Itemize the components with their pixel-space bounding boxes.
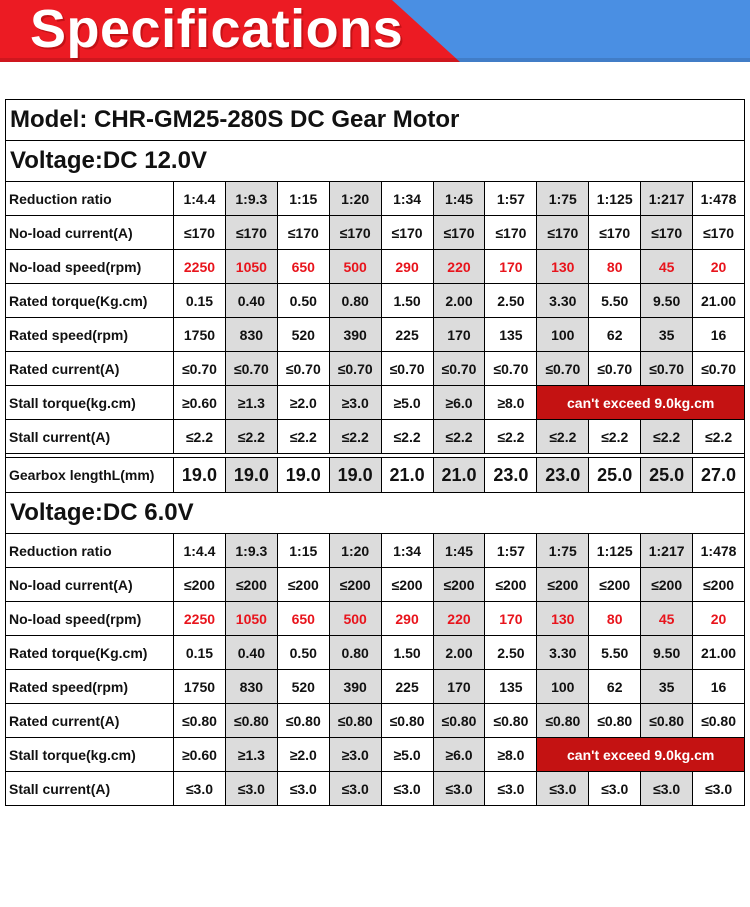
table-cell: 1:75	[537, 182, 589, 216]
table-cell: 1:217	[641, 182, 693, 216]
row-label: Rated speed(rpm)	[6, 670, 174, 704]
table-cell: 19.0	[225, 458, 277, 493]
table-cell: 19.0	[329, 458, 381, 493]
table-cell: 830	[225, 670, 277, 704]
row-label: Rated torque(Kg.cm)	[6, 636, 174, 670]
banner	[0, 0, 750, 62]
table-cell: 1050	[225, 250, 277, 284]
table-cell: ≤2.2	[225, 420, 277, 454]
table-cell: 19.0	[277, 458, 329, 493]
table-cell: 130	[537, 250, 589, 284]
table-cell: 0.40	[225, 284, 277, 318]
table-row	[6, 318, 745, 352]
table-cell: 290	[381, 250, 433, 284]
table-cell: 1750	[174, 318, 226, 352]
table-cell: 1:75	[537, 534, 589, 568]
table-cell: 135	[485, 318, 537, 352]
table-cell: ≤2.2	[277, 420, 329, 454]
table-cell: ≤3.0	[589, 772, 641, 806]
table-cell: ≥0.60	[174, 738, 226, 772]
table-cell: 1:20	[329, 182, 381, 216]
table-cell: ≤0.80	[174, 704, 226, 738]
table-cell: ≤200	[537, 568, 589, 602]
table-cell: 3.30	[537, 636, 589, 670]
table-cell: 5.50	[589, 636, 641, 670]
limit-note: can't exceed 9.0kg.cm	[537, 386, 745, 420]
table-cell: 1:57	[485, 182, 537, 216]
row-label: Gearbox lengthL(mm)	[6, 458, 174, 493]
table-row	[6, 704, 745, 738]
table-cell: ≤170	[537, 216, 589, 250]
spec-table	[5, 99, 745, 806]
table-cell: 170	[433, 670, 485, 704]
table-row	[6, 636, 745, 670]
table-cell: ≤200	[485, 568, 537, 602]
table-cell: ≤0.80	[381, 704, 433, 738]
table-cell: 21.00	[693, 284, 745, 318]
table-cell: ≤200	[277, 568, 329, 602]
table-cell: 220	[433, 250, 485, 284]
row-label: Rated torque(Kg.cm)	[6, 284, 174, 318]
table-cell: 1750	[174, 670, 226, 704]
table-cell: 2.00	[433, 284, 485, 318]
table-cell: 23.0	[537, 458, 589, 493]
row-label: Rated speed(rpm)	[6, 318, 174, 352]
table-cell: 2.00	[433, 636, 485, 670]
table-cell: ≤170	[433, 216, 485, 250]
table-cell: ≤200	[381, 568, 433, 602]
table-cell: ≤0.70	[693, 352, 745, 386]
table-cell: 1:4.4	[174, 534, 226, 568]
table-cell: 1:45	[433, 534, 485, 568]
table-cell: ≤0.80	[641, 704, 693, 738]
table-cell: 1:217	[641, 534, 693, 568]
table-cell: 5.50	[589, 284, 641, 318]
table-cell: 27.0	[693, 458, 745, 493]
row-label: Stall torque(kg.cm)	[6, 738, 174, 772]
table-cell: 1:15	[277, 534, 329, 568]
table-cell: ≤3.0	[641, 772, 693, 806]
table-cell: 21.0	[433, 458, 485, 493]
table-cell: ≤0.70	[381, 352, 433, 386]
table-cell: ≤0.80	[329, 704, 381, 738]
table-cell: 130	[537, 602, 589, 636]
row-label: Rated current(A)	[6, 704, 174, 738]
table-cell: ≥6.0	[433, 738, 485, 772]
table-cell: ≤3.0	[174, 772, 226, 806]
table-cell: 225	[381, 318, 433, 352]
limit-note: can't exceed 9.0kg.cm	[537, 738, 745, 772]
table-cell: 23.0	[485, 458, 537, 493]
row-label: No-load current(A)	[6, 568, 174, 602]
table-cell: 1:478	[693, 534, 745, 568]
table-cell: 45	[641, 602, 693, 636]
table-cell: ≤2.2	[433, 420, 485, 454]
table-cell: ≤200	[641, 568, 693, 602]
table-cell: 62	[589, 670, 641, 704]
table-cell: ≤0.70	[225, 352, 277, 386]
table-cell: ≤3.0	[537, 772, 589, 806]
table-cell: ≤0.70	[485, 352, 537, 386]
table-cell: ≤0.80	[277, 704, 329, 738]
row-label: No-load speed(rpm)	[6, 250, 174, 284]
table-cell: 0.40	[225, 636, 277, 670]
table-cell: 1:34	[381, 534, 433, 568]
table-cell: ≤3.0	[433, 772, 485, 806]
table-cell: 3.30	[537, 284, 589, 318]
table-cell: ≤170	[329, 216, 381, 250]
table-cell: ≤0.80	[693, 704, 745, 738]
table-row	[6, 182, 745, 216]
table-row	[6, 602, 745, 636]
table-cell: ≤0.80	[589, 704, 641, 738]
table-row	[6, 458, 745, 493]
table-cell: 0.15	[174, 636, 226, 670]
table-cell: ≤3.0	[485, 772, 537, 806]
table-cell: ≤3.0	[381, 772, 433, 806]
table-cell: ≥5.0	[381, 386, 433, 420]
table-cell: 170	[485, 602, 537, 636]
table-cell: 1.50	[381, 284, 433, 318]
table-row	[6, 216, 745, 250]
table-cell: 1:125	[589, 182, 641, 216]
table-cell: 1:57	[485, 534, 537, 568]
table-cell: ≥5.0	[381, 738, 433, 772]
table-cell: ≤0.70	[174, 352, 226, 386]
row-label: No-load current(A)	[6, 216, 174, 250]
table-row	[6, 250, 745, 284]
table-cell: ≥1.3	[225, 386, 277, 420]
table-cell: ≤170	[174, 216, 226, 250]
table-row	[6, 670, 745, 704]
voltage-heading-12v: Voltage:DC 12.0V	[6, 141, 745, 182]
row-label: Reduction ratio	[6, 182, 174, 216]
table-cell: 1:125	[589, 534, 641, 568]
table-cell: 19.0	[174, 458, 226, 493]
table-cell: 0.50	[277, 636, 329, 670]
table-cell: ≤3.0	[277, 772, 329, 806]
table-cell: 500	[329, 250, 381, 284]
table-cell: 290	[381, 602, 433, 636]
table-cell: 1:4.4	[174, 182, 226, 216]
table-cell: ≤0.70	[433, 352, 485, 386]
table-cell: ≤170	[589, 216, 641, 250]
table-cell: ≤3.0	[225, 772, 277, 806]
table-cell: 35	[641, 318, 693, 352]
table-cell: ≤170	[277, 216, 329, 250]
table-cell: ≤200	[693, 568, 745, 602]
table-cell: 9.50	[641, 284, 693, 318]
page-title: Specifications	[30, 0, 404, 59]
table-cell: ≥6.0	[433, 386, 485, 420]
table-row	[6, 772, 745, 806]
table-cell: ≤0.80	[485, 704, 537, 738]
table-cell: 500	[329, 602, 381, 636]
table-cell: 20	[693, 602, 745, 636]
table-cell: ≤200	[225, 568, 277, 602]
table-cell: ≤0.70	[537, 352, 589, 386]
table-row	[6, 352, 745, 386]
table-cell: 225	[381, 670, 433, 704]
table-cell: 16	[693, 318, 745, 352]
table-cell: 80	[589, 602, 641, 636]
table-cell: ≤2.2	[485, 420, 537, 454]
row-label: Stall current(A)	[6, 420, 174, 454]
table-cell: 35	[641, 670, 693, 704]
row-label: Rated current(A)	[6, 352, 174, 386]
table-cell: 1:9.3	[225, 534, 277, 568]
table-cell: 1:20	[329, 534, 381, 568]
table-cell: ≤2.2	[693, 420, 745, 454]
table-cell: ≤3.0	[329, 772, 381, 806]
table-cell: ≤2.2	[589, 420, 641, 454]
row-label: Reduction ratio	[6, 534, 174, 568]
table-cell: ≤200	[589, 568, 641, 602]
table-cell: 25.0	[589, 458, 641, 493]
model-title-row	[6, 100, 745, 141]
table-cell: 45	[641, 250, 693, 284]
table-cell: 1:34	[381, 182, 433, 216]
table-cell: 9.50	[641, 636, 693, 670]
table-row	[6, 738, 745, 772]
table-cell: 1:478	[693, 182, 745, 216]
table-cell: 1050	[225, 602, 277, 636]
table-cell: ≤0.80	[433, 704, 485, 738]
table-cell: 650	[277, 250, 329, 284]
table-cell: 25.0	[641, 458, 693, 493]
table-cell: 2250	[174, 250, 226, 284]
table-cell: 650	[277, 602, 329, 636]
table-cell: ≥2.0	[277, 386, 329, 420]
table-row	[6, 420, 745, 454]
table-cell: 0.50	[277, 284, 329, 318]
voltage-heading-6v-row	[6, 493, 745, 534]
table-cell: 21.0	[381, 458, 433, 493]
row-label: No-load speed(rpm)	[6, 602, 174, 636]
table-cell: ≤2.2	[174, 420, 226, 454]
table-cell: ≤170	[225, 216, 277, 250]
table-cell: ≥8.0	[485, 386, 537, 420]
table-cell: 20	[693, 250, 745, 284]
table-cell: 2.50	[485, 284, 537, 318]
model-title: Model: CHR-GM25-280S DC Gear Motor	[6, 100, 745, 141]
table-cell: ≥3.0	[329, 386, 381, 420]
table-cell: ≤2.2	[329, 420, 381, 454]
table-cell: 80	[589, 250, 641, 284]
table-cell: ≥2.0	[277, 738, 329, 772]
table-cell: ≤0.70	[589, 352, 641, 386]
table-cell: ≥0.60	[174, 386, 226, 420]
voltage-heading-12v-row	[6, 141, 745, 182]
table-cell: 390	[329, 318, 381, 352]
table-cell: ≤0.70	[277, 352, 329, 386]
table-cell: 16	[693, 670, 745, 704]
table-cell: ≤170	[485, 216, 537, 250]
table-cell: ≤0.80	[225, 704, 277, 738]
table-cell: ≥1.3	[225, 738, 277, 772]
table-cell: 170	[485, 250, 537, 284]
table-cell: 21.00	[693, 636, 745, 670]
voltage-heading-6v: Voltage:DC 6.0V	[6, 493, 745, 534]
table-cell: 2250	[174, 602, 226, 636]
table-cell: ≥3.0	[329, 738, 381, 772]
table-cell: 1:15	[277, 182, 329, 216]
table-cell: 0.80	[329, 636, 381, 670]
row-label: Stall torque(kg.cm)	[6, 386, 174, 420]
table-cell: ≤2.2	[641, 420, 693, 454]
table-cell: 2.50	[485, 636, 537, 670]
table-cell: 390	[329, 670, 381, 704]
table-cell: 100	[537, 670, 589, 704]
table-cell: ≤2.2	[381, 420, 433, 454]
table-cell: 1.50	[381, 636, 433, 670]
table-row	[6, 534, 745, 568]
table-cell: 0.80	[329, 284, 381, 318]
table-cell: 0.15	[174, 284, 226, 318]
table-cell: 520	[277, 670, 329, 704]
table-cell: ≤170	[381, 216, 433, 250]
table-row	[6, 386, 745, 420]
table-cell: ≤200	[329, 568, 381, 602]
table-cell: ≤2.2	[537, 420, 589, 454]
table-cell: ≥8.0	[485, 738, 537, 772]
table-cell: 520	[277, 318, 329, 352]
table-cell: 100	[537, 318, 589, 352]
table-cell: 1:45	[433, 182, 485, 216]
table-cell: 62	[589, 318, 641, 352]
table-cell: 135	[485, 670, 537, 704]
table-cell: ≤200	[433, 568, 485, 602]
table-cell: 1:9.3	[225, 182, 277, 216]
table-row	[6, 568, 745, 602]
table-cell: 220	[433, 602, 485, 636]
row-label: Stall current(A)	[6, 772, 174, 806]
table-cell: 170	[433, 318, 485, 352]
table-cell: ≤0.70	[329, 352, 381, 386]
table-cell: ≤170	[641, 216, 693, 250]
table-cell: ≤0.70	[641, 352, 693, 386]
table-cell: ≤0.80	[537, 704, 589, 738]
table-row	[6, 284, 745, 318]
table-cell: ≤170	[693, 216, 745, 250]
table-cell: ≤200	[174, 568, 226, 602]
table-cell: 830	[225, 318, 277, 352]
table-cell: ≤3.0	[693, 772, 745, 806]
